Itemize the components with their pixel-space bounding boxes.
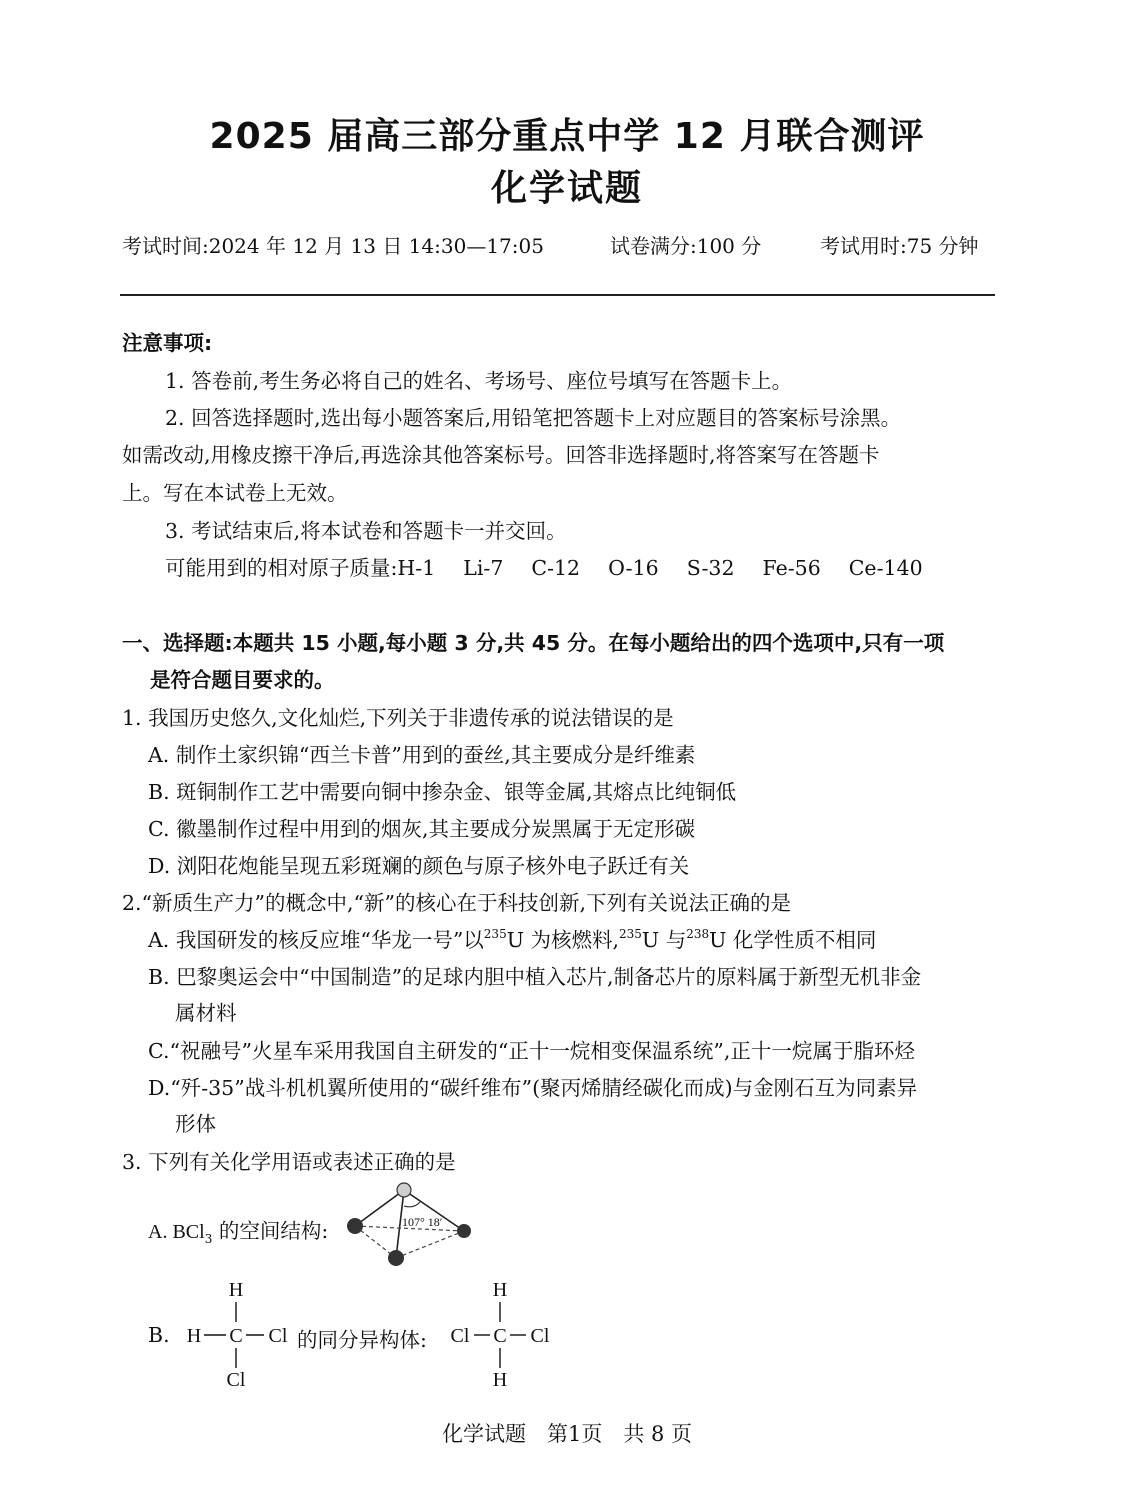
q3-option-a xyxy=(148,1214,328,1246)
q2-stem: 2.“新质生产力”的概念中,“新”的核心在于科技创新,下列有关说法正确的是 xyxy=(122,891,792,915)
atom-cl-right: Cl xyxy=(530,1325,550,1347)
atom-cl-bottom: Cl xyxy=(226,1369,246,1390)
mass-h: H-1 xyxy=(397,556,436,580)
outer-atom xyxy=(457,1224,471,1238)
bond-line xyxy=(355,1190,404,1226)
mass-s: S-32 xyxy=(686,556,735,580)
q1-option-b: B. 斑铜制作工艺中需要向铜中掺杂金、银等金属,其熔点比纯铜低 xyxy=(148,780,737,804)
molecule-structure-diagram xyxy=(340,1176,490,1276)
notice-item-2: 2. 回答选择题时,选出每小题答案后,用铅笔把答题卡上对应题目的答案标号涂黑。 xyxy=(165,406,902,430)
central-atom xyxy=(397,1183,411,1197)
exam-subtitle: 化学试题 xyxy=(490,168,643,209)
q3-option-b-text: 的同分异构体: xyxy=(297,1328,427,1352)
section-heading: 一、选择题:本题共 15 小题,每小题 3 分,共 45 分。在每小题给出的四个选项中,只有一项 xyxy=(122,631,945,655)
mass-ce: Ce-140 xyxy=(848,556,923,580)
base-edge xyxy=(396,1231,464,1258)
exam-time: 考试时间:2024 年 12 月 13 日 14:30—17:05 xyxy=(122,234,544,258)
atomic-mass-line xyxy=(165,551,951,581)
q2-option-a xyxy=(148,923,876,953)
structural-formula-left xyxy=(180,1276,300,1390)
mass-number-238: 238 xyxy=(686,927,710,941)
mass-o: O-16 xyxy=(608,556,659,580)
atom-cl-left: Cl xyxy=(450,1325,470,1347)
q2-a-text-4: U 化学性质不相同 xyxy=(709,928,877,952)
q2-a-text-2: U 为核燃料, xyxy=(506,928,620,952)
q1-option-a: A. 制作土家织锦“西兰卡普”用到的蚕丝,其主要成分是纤维素 xyxy=(148,743,696,767)
atom-h-left: H xyxy=(186,1325,202,1347)
exam-duration: 考试用时:75 分钟 xyxy=(820,234,979,258)
q2-option-c: C.“祝融号”火星车采用我国自主研发的“正十一烷相变保温系统”,正十一烷属于脂环烃 xyxy=(148,1039,915,1063)
mass-number-235: 235 xyxy=(483,927,507,941)
angle-arc xyxy=(404,1202,420,1207)
q3-stem: 3. 下列有关化学用语或表述正确的是 xyxy=(122,1150,456,1174)
atom-h-bottom: H xyxy=(492,1369,508,1390)
atomic-mass-label: 可能用到的相对原子质量: xyxy=(165,556,398,580)
outer-atom xyxy=(388,1250,404,1266)
q2-option-b: B. 巴黎奥运会中“中国制造”的足球内胆中植入芯片,制备芯片的原料属于新型无机非金 xyxy=(148,965,922,989)
full-score: 试卷满分:100 分 xyxy=(610,234,762,258)
q1-option-c: C. 徽墨制作过程中用到的烟灰,其主要成分炭黑属于无定形碳 xyxy=(148,817,696,841)
q1-stem: 1. 我国历史悠久,文化灿烂,下列关于非遗传承的说法错误的是 xyxy=(122,706,674,730)
exam-title: 2025 届高三部分重点中学 12 月联合测评 xyxy=(209,116,925,157)
page-footer: 化学试题 第1页 共 8 页 xyxy=(441,1422,693,1446)
q3-a-formula: A. BCl xyxy=(148,1221,205,1243)
mass-li: Li-7 xyxy=(463,556,504,580)
mass-fe: Fe-56 xyxy=(762,556,821,580)
mass-number-235-b: 235 xyxy=(619,927,642,941)
q3-a-subscript: 3 xyxy=(204,1232,213,1246)
notice-item-2-end: 上。写在本试卷上无效。 xyxy=(122,481,348,505)
bond-angle-label: 107° 18′ xyxy=(402,1215,443,1229)
q1-option-d: D. 浏阳花炮能呈现五彩斑斓的颜色与原子核外电子跃迁有关 xyxy=(148,854,690,878)
header-divider xyxy=(120,294,995,296)
outer-atom xyxy=(347,1218,363,1234)
notice-item-2-cont: 如需改动,用橡皮擦干净后,再选涂其他答案标号。回答非选择题时,将答案写在答题卡 xyxy=(122,443,880,467)
q3-option-b-label: B. xyxy=(148,1323,170,1347)
atom-h-top: H xyxy=(492,1279,508,1301)
notice-item-1: 1. 答卷前,考生务必将自己的姓名、考场号、座位号填写在答题卡上。 xyxy=(165,369,793,393)
section-heading-cont: 是符合题目要求的。 xyxy=(150,668,335,692)
atom-h-top: H xyxy=(228,1279,244,1301)
q3-a-text: 的空间结构: xyxy=(212,1219,329,1243)
structural-formula-right xyxy=(446,1276,556,1390)
atom-cl-right: Cl xyxy=(268,1325,288,1347)
q2-a-text: A. 我国研发的核反应堆“华龙一号”以 xyxy=(148,928,484,952)
notice-heading: 注意事项: xyxy=(122,331,213,355)
atom-c: C xyxy=(493,1325,507,1347)
notice-item-3: 3. 考试结束后,将本试卷和答题卡一并交回。 xyxy=(165,519,567,543)
q2-option-d: D.“歼-35”战斗机机翼所使用的“碳纤维布”(聚丙烯腈经碳化而成)与金刚石互为同素异 xyxy=(148,1076,918,1100)
q2-a-text-3: U 与 xyxy=(641,928,687,952)
mass-c: C-12 xyxy=(531,556,581,580)
atom-c: C xyxy=(229,1325,243,1347)
q2-option-b-cont: 属材料 xyxy=(175,1001,237,1025)
q2-option-d-cont: 形体 xyxy=(175,1112,216,1136)
